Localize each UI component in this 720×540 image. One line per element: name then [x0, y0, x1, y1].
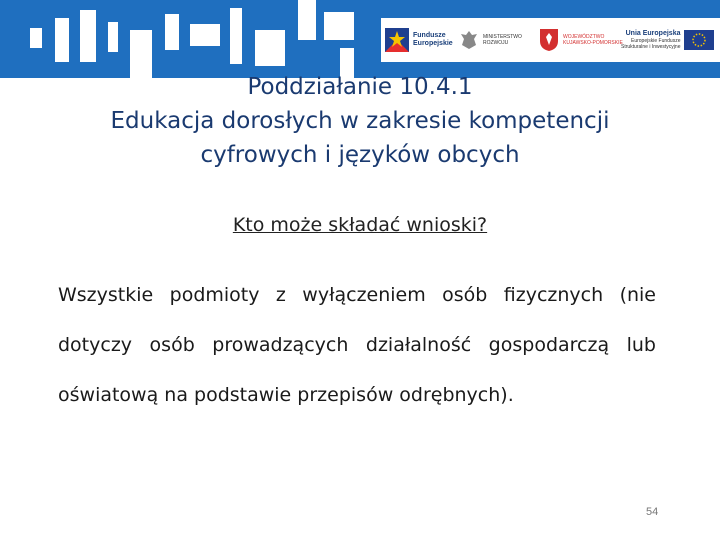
title-line-2: Edukacja dorosłych w zakresie kompetencji: [110, 108, 610, 134]
decor-square: [55, 18, 69, 62]
eu-line3: Strukturalne i Inwestycyjne: [621, 44, 681, 50]
decor-square: [80, 10, 96, 62]
eu-line2: Europejskie Fundusze: [631, 38, 681, 44]
decor-square: [165, 14, 179, 50]
coat-of-arms-icon: [539, 28, 559, 52]
title-line-1: Poddziałanie 10.4.1: [247, 74, 473, 100]
region-line2: KUJAWSKO-POMORSKIE: [563, 40, 623, 46]
decor-square: [230, 8, 242, 64]
fundusze-europejskie-logo: [385, 24, 453, 56]
ministry-line2: ROZWOJU: [483, 40, 509, 46]
decor-square: [108, 22, 118, 52]
question-text: Kto może składać wnioski?: [232, 214, 488, 236]
answer-paragraph: Wszystkie podmioty z wyłączeniem osób fizycznych (nie dotyczy osób prowadzących działalność gospodarczą lub oświatową na podstawie przepisów odrębnych).: [58, 284, 656, 406]
header-band: [0, 0, 720, 78]
slide-title: [0, 70, 720, 172]
fe-star-icon: [385, 28, 409, 52]
ministry-logo: [459, 24, 522, 56]
page-number: 54: [646, 506, 659, 518]
logo-bar: [381, 18, 720, 62]
fe-line2: Europejskie: [413, 40, 453, 47]
title-line-3: cyfrowych i języków obcych: [200, 142, 520, 168]
eu-flag-icon: [684, 30, 714, 50]
decor-square: [255, 30, 285, 66]
region-line1: WOJEWÓDZTWO: [563, 34, 605, 40]
eagle-icon: [459, 29, 479, 51]
region-logo: [539, 24, 623, 56]
decor-square: [324, 12, 354, 40]
fe-line1: Fundusze: [413, 32, 446, 39]
question-heading: [0, 214, 720, 236]
decor-square: [298, 0, 316, 40]
eu-title: Unia Europejska: [625, 30, 681, 37]
ministry-line1: MINISTERSTWO: [483, 34, 522, 40]
eu-logo: [621, 24, 714, 56]
decor-square: [30, 28, 42, 48]
decor-square: [190, 24, 220, 46]
